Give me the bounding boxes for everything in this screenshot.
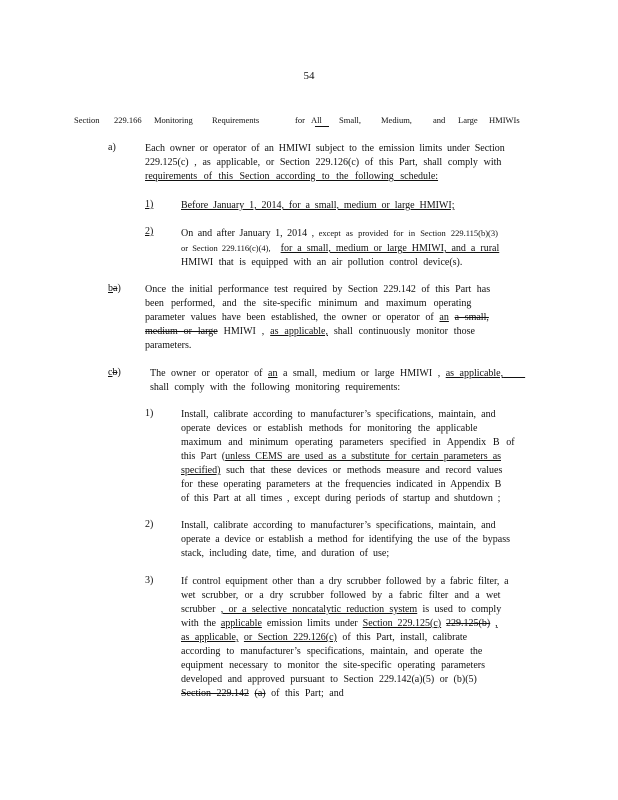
para-c bbox=[150, 367, 530, 395]
para-b-text: parameter values have been established, the owner or operator of bbox=[145, 312, 434, 323]
para-a-underlined-text: requirements of this Section according to the following schedule: bbox=[145, 171, 439, 182]
para-c-marker: cb) bbox=[108, 367, 121, 378]
item-c3-line: If control equipment other than a dry scrubber followed by a fabric filter, a bbox=[181, 576, 509, 587]
heading-word: HMIWIs bbox=[489, 115, 520, 125]
para-b-underlined-text: an bbox=[439, 312, 449, 323]
heading-word: Small, bbox=[325, 115, 381, 125]
para-b-struck-text: medium or large bbox=[145, 326, 218, 337]
item-c3-text: with the bbox=[181, 618, 216, 629]
para-b bbox=[145, 283, 523, 353]
page-number: 54 bbox=[303, 70, 315, 82]
item-c3-marker: 3) bbox=[145, 575, 154, 586]
item-c3-line: wet scrubber, or a dry scrubber followed by a fabric filter and a wet bbox=[181, 590, 501, 601]
heading-word: All bbox=[311, 115, 322, 125]
heading-word: Medium, bbox=[381, 115, 412, 125]
item-c3-underlined-text: applicable bbox=[220, 618, 262, 629]
item-c1-line: operate devices or establish methods for monitoring the applicable bbox=[181, 423, 478, 434]
item-c1-line: of this Part at all times , except during periods of startup and shutdown ; bbox=[181, 493, 501, 504]
item-c3-text: of this Part, install, calibrate bbox=[342, 632, 468, 643]
item-c1-underlined-text: specified) bbox=[181, 465, 221, 476]
heading-word: Monitoring bbox=[154, 115, 193, 125]
item-c1-underlined-text: unless CEMS are used as a substitute for certain parameters as bbox=[225, 451, 502, 462]
item-c3-underlined-text: as applicable, bbox=[181, 632, 239, 643]
item-a1 bbox=[181, 199, 454, 213]
item-c2-line: operate a device or establish a method for identifying the use of the bypass bbox=[181, 534, 510, 545]
heading-word: Large bbox=[458, 115, 478, 125]
item-c1-line: for these operating parameters at the frequencies indicated in Appendix B bbox=[181, 479, 502, 490]
item-c3-text: emission limits under bbox=[266, 618, 358, 629]
heading-section-number: 229.166 bbox=[114, 115, 142, 125]
item-a2 bbox=[181, 226, 527, 270]
item-a2-small-text: or Section 229.116(c)(4), bbox=[181, 243, 271, 253]
item-a2-marker: 2) bbox=[145, 226, 154, 237]
para-c-text: The owner or operator of bbox=[150, 368, 263, 379]
item-c1-line: Install, calibrate according to manufacturer’s specifications, maintain, and bbox=[181, 409, 496, 420]
item-c2-marker: 2) bbox=[145, 519, 154, 530]
item-c3-struck-text: 229.125(b) bbox=[446, 618, 491, 629]
item-a2-line: HMIWI that is equipped with an air pollution control device(s). bbox=[181, 257, 463, 268]
heading-word: for bbox=[295, 115, 305, 125]
item-c3-text: is used to comply bbox=[422, 604, 502, 615]
para-a-marker: a) bbox=[108, 142, 116, 153]
para-c-underlined-text: an bbox=[268, 368, 278, 379]
para-b-line: parameters. bbox=[145, 340, 192, 351]
item-c3-underlined-text: or Section 229.126(c) bbox=[243, 632, 337, 643]
para-c-line: shall comply with the following monitoring requirements: bbox=[150, 382, 401, 393]
item-c3-line: equipment necessary to monitor the site-specific operating parameters bbox=[181, 660, 485, 671]
item-c1-marker: 1) bbox=[145, 408, 154, 419]
item-c3-underlined-text: Section 229.125(c) bbox=[362, 618, 442, 629]
item-a2-underlined-text: for a small, medium or large HMIWI, and a rural bbox=[280, 243, 500, 254]
item-c1 bbox=[181, 408, 537, 506]
para-c-text: a small, medium or large HMIWI , bbox=[282, 368, 441, 379]
para-b-marker: ba) bbox=[108, 283, 121, 294]
item-c2-line: stack, including date, time, and duration of use; bbox=[181, 548, 390, 559]
item-c3 bbox=[181, 575, 543, 701]
item-a1-underlined-text: Before January 1, 2014, for a small, medium or large HMIWI; bbox=[181, 200, 455, 211]
section-heading bbox=[74, 115, 520, 125]
item-c3-underlined-text: , or a selective noncatalytic reduction system bbox=[220, 604, 418, 615]
heading-word: Requirements bbox=[212, 115, 260, 125]
item-c1-line: maximum and minimum operating parameters specified in Appendix B of bbox=[181, 437, 515, 448]
heading-word: and bbox=[433, 115, 446, 125]
para-b-line: Once the initial performance test required by Section 229.142 of this Part has bbox=[145, 284, 491, 295]
para-b-struck-text: a small, bbox=[454, 312, 489, 323]
item-c3-struck-text: (a) bbox=[254, 688, 266, 699]
para-a bbox=[145, 142, 523, 184]
item-a2-text: On and after January 1, 2014 , bbox=[181, 228, 315, 239]
item-c3-struck-text: Section 229.142 bbox=[181, 688, 249, 699]
para-c-underlined-text: as applicable, bbox=[445, 368, 504, 379]
heading-underline bbox=[315, 126, 329, 127]
item-c1-text: such that these devices or methods measure and record values bbox=[226, 465, 503, 476]
para-b-text: HMIWI , bbox=[223, 326, 265, 337]
para-a-line: 229.125(c) , as applicable, or Section 229.126(c) of this Part, shall comply with bbox=[145, 157, 502, 168]
para-b-text: shall continuously monitor those bbox=[333, 326, 475, 337]
item-c3-underlined-text: , bbox=[495, 618, 498, 629]
item-c2-line: Install, calibrate according to manufacturer’s specifications, maintain, and bbox=[181, 520, 496, 531]
item-a1-marker: 1) bbox=[145, 199, 154, 210]
item-c3-text: of this Part; and bbox=[271, 688, 344, 699]
item-c2 bbox=[181, 519, 537, 561]
para-b-underlined-text: as applicable, bbox=[270, 326, 328, 337]
heading-label: Section bbox=[74, 115, 100, 125]
item-a2-small-text: except as provided for in Section 229.115(b)(3) bbox=[318, 228, 498, 238]
para-a-line: Each owner or operator of an HMIWI subject to the emission limits under Section bbox=[145, 143, 505, 154]
item-c3-line: developed and approved pursuant to Section 229.142(a)(5) or (b)(5) bbox=[181, 674, 477, 685]
item-c3-text: scrubber bbox=[181, 604, 216, 615]
item-c1-text: this Part ( bbox=[181, 451, 226, 462]
item-c3-line: according to manufacturer’s specifications, maintain, and operate the bbox=[181, 646, 483, 657]
para-b-line: been performed, and the site-specific minimum and maximum operating bbox=[145, 298, 472, 309]
